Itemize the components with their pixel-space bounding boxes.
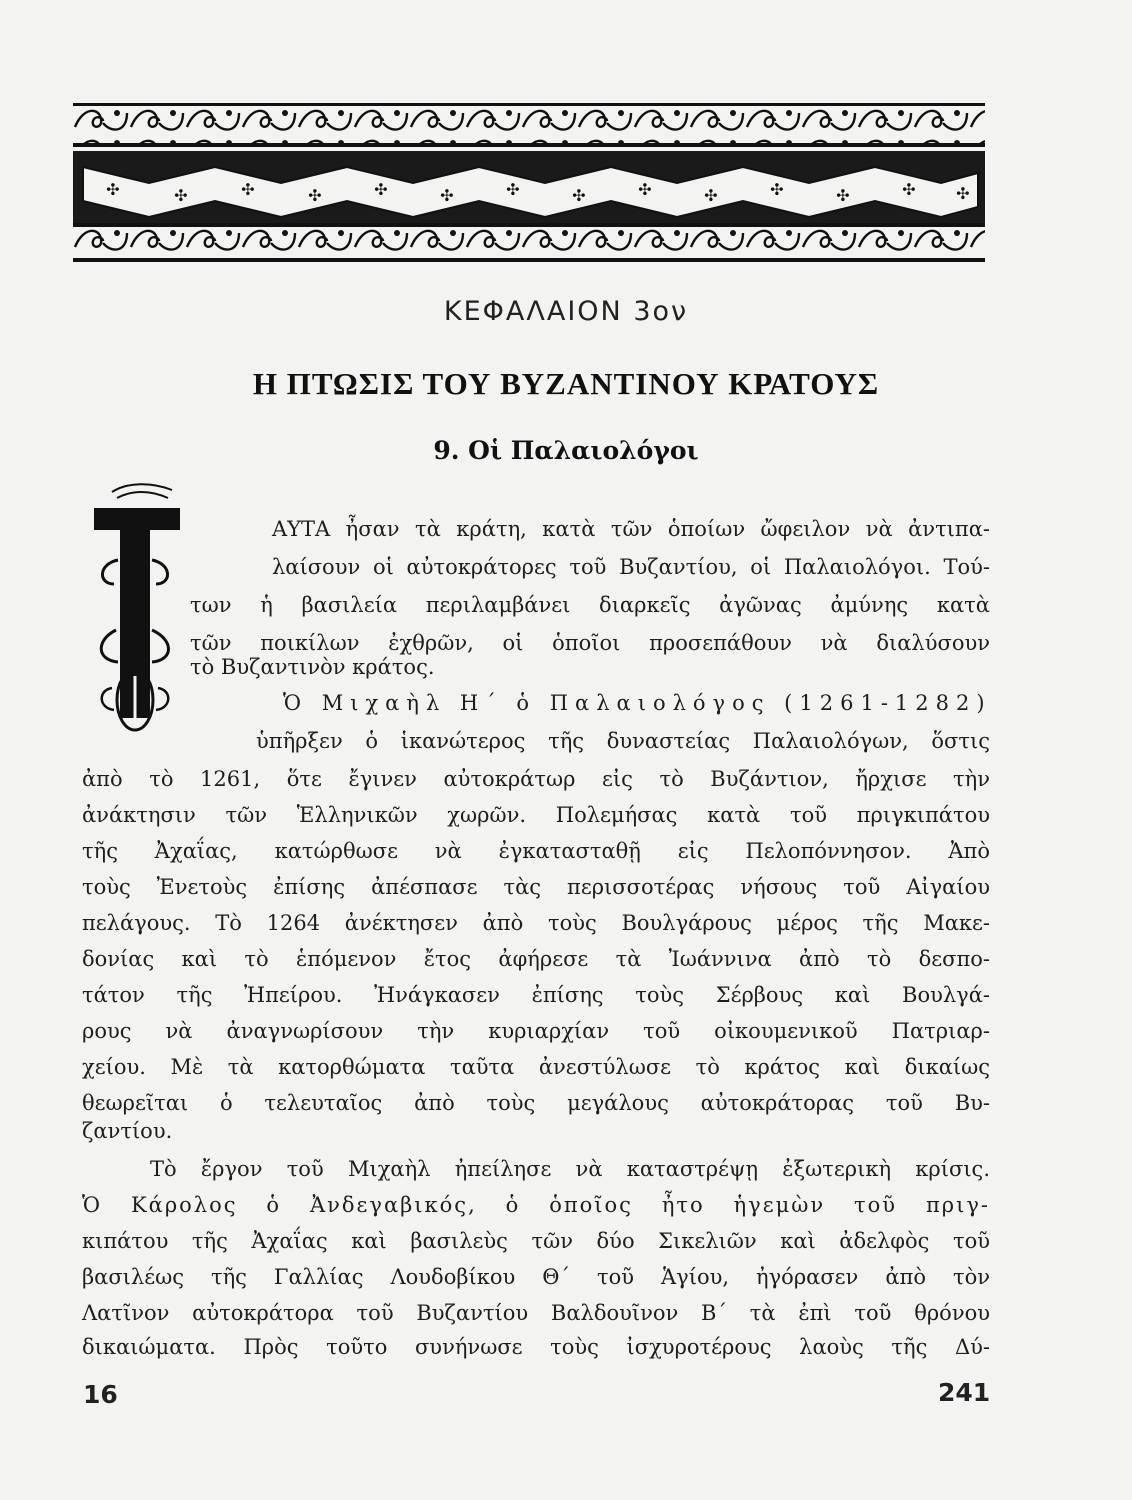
body-line: πελάγους. Τὸ 1264 ἀνέκτησεν ἀπὸ τοὺς Βουλγάρους μέρος τῆς Μακε- xyxy=(82,911,990,935)
svg-text:✣: ✣ xyxy=(106,180,120,199)
body-line: ζαντίου. xyxy=(82,1119,173,1143)
body-line: βασιλέως τῆς Γαλλίας Λουδοβίκου Θ΄ τοῦ Ἁγίου, ἠγόρασεν ἀπὸ τὸν xyxy=(82,1265,990,1289)
svg-text:✣: ✣ xyxy=(956,184,970,203)
chapter-title: Η ΠΤΩΣΙΣ ΤΟΥ ΒΥΖΑΝΤΙΝΟΥ ΚΡΑΤΟΥΣ xyxy=(252,366,880,401)
ornate-letter-drawing xyxy=(92,480,192,750)
body-line: ΑΥΤΑ ἦσαν τὰ κράτη, κατὰ τῶν ὁποίων ὤφειλον νὰ ἀντιπα- xyxy=(272,517,990,541)
body-line: δονίας καὶ τὸ ἑπόμενον ἔτος ἀφήρεσε τὰ Ἰωάννινα ἀπὸ τὸ δεσπο- xyxy=(82,947,990,971)
body-line: Λατῖνον αὐτοκράτορα τοῦ Βυζαντίου Βαλδουῖνον Β΄ τὰ ἐπὶ τοῦ θρόνου xyxy=(82,1301,990,1325)
chapter-label: ΚΕΦΑΛΑΙΟΝ 3ον xyxy=(443,296,689,327)
svg-text:✣: ✣ xyxy=(506,180,520,199)
section-title: 9. Οἱ Παλαιολόγοι xyxy=(433,436,699,465)
body-line: ὑπῆρξεν ὁ ἱκανώτερος τῆς δυναστείας Παλαιολόγων, ὅστις xyxy=(256,729,990,753)
body-line: των ἡ βασιλεία περιλαμβάνει διαρκεῖς ἀγῶνας ἀμύνης κατὰ xyxy=(190,593,990,617)
svg-text:✣: ✣ xyxy=(308,186,322,205)
body-line: κιπάτου τῆς Ἀχαΐας καὶ βασιλεὺς τῶν δύο Σικελιῶν καὶ ἀδελφὸς τοῦ xyxy=(82,1229,990,1253)
svg-text:✣: ✣ xyxy=(902,180,916,199)
svg-text:✣: ✣ xyxy=(770,180,784,199)
body-line: δικαιώματα. Πρὸς τοῦτο συνήνωσε τοὺς ἰσχυροτέρους λαοὺς τῆς Δύ- xyxy=(82,1335,990,1359)
page-number: 241 xyxy=(938,1378,991,1407)
body-line: λαίσουν οἱ αὐτοκράτορες τοῦ Βυζαντίου, οἱ Παλαιολόγοι. Τού- xyxy=(272,555,990,579)
svg-text:✣: ✣ xyxy=(704,186,718,205)
svg-text:✣: ✣ xyxy=(638,180,652,199)
body-line: Ὁ Κάρολος ὁ Ἀνδεγαβικός, ὁ ὁποῖος ἦτο ἡγεμὼν τοῦ πριγ- xyxy=(82,1193,990,1217)
svg-text:✣: ✣ xyxy=(572,186,586,205)
decorative-initial xyxy=(92,480,192,750)
body-line: Ὁ Μιχαὴλ Η΄ ὁ Παλαιολόγος (1261-1282) xyxy=(283,691,992,715)
svg-text:✣: ✣ xyxy=(836,186,850,205)
body-line: ἀπὸ τὸ 1261, ὅτε ἔγινεν αὐτοκράτωρ εἰς τὸ Βυζάντιον, ἤρχισε τὴν xyxy=(82,767,990,791)
svg-text:✣: ✣ xyxy=(241,180,255,199)
svg-text:✣: ✣ xyxy=(374,180,388,199)
body-line: θεωρεῖται ὁ τελευταῖος ἀπὸ τοὺς μεγάλους αὐτοκράτορας τοῦ Βυ- xyxy=(82,1091,990,1115)
body-line: τῶν ποικίλων ἐχθρῶν, οἱ ὁποῖοι προσεπάθουν νὰ διαλύσουν xyxy=(190,631,990,655)
body-line: Τὸ ἔργον τοῦ Μιχαὴλ ἠπείλησε νὰ καταστρέψῃ ἐξωτερικὴ κρίσις. xyxy=(150,1157,990,1181)
body-line: τῆς Ἀχαΐας, κατώρθωσε νὰ ἐγκατασταθῇ εἰς Πελοπόννησον. Ἀπὸ xyxy=(82,839,990,863)
body-line: χείου. Μὲ τὰ κατορθώματα ταῦτα ἀνεστύλωσε τὸ κράτος καὶ δικαίως xyxy=(82,1055,990,1079)
signature-mark: 16 xyxy=(83,1380,118,1409)
body-line: ρους νὰ ἀναγνωρίσουν τὴν κυριαρχίαν τοῦ οἰκουμενικοῦ Πατριαρ- xyxy=(82,1019,990,1043)
body-line: τάτον τῆς Ἠπείρου. Ἠνάγκασεν ἐπίσης τοὺς Σέρβους καὶ Βουλγά- xyxy=(82,983,990,1007)
body-line: ἀνάκτησιν τῶν Ἑλληνικῶν χωρῶν. Πολεμήσας κατὰ τοῦ πριγκιπάτου xyxy=(82,803,990,827)
body-line: τοὺς Ἐνετοὺς ἐπίσης ἀπέσπασε τὰς περισσοτέρας νήσους τοῦ Αἰγαίου xyxy=(82,875,990,899)
body-line: τὸ Βυζαντινὸν κράτος. xyxy=(190,655,435,679)
svg-text:✣: ✣ xyxy=(174,186,188,205)
svg-text:✣: ✣ xyxy=(440,186,454,205)
ornamental-header-band xyxy=(73,103,985,263)
